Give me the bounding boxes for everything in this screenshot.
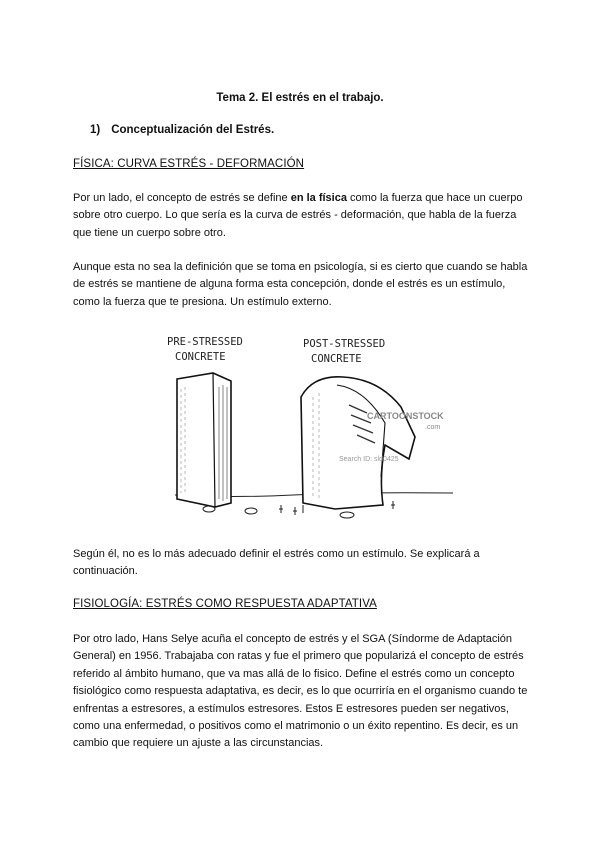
p3-text: Según él, no es lo más adecuado definir el estrés como un estímulo. Se explicará a continuación. xyxy=(73,548,480,578)
fisica-paragraph-1 xyxy=(73,190,533,242)
fisica-heading: FÍSICA: CURVA ESTRÉS - DEFORMACIÓN xyxy=(73,158,305,170)
fisiologia-heading: FISIOLOGÍA: ESTRÉS COMO RESPUESTA ADAPTATIVA xyxy=(73,598,377,610)
fisica-p1-text: Por un lado, el concepto de estrés se define xyxy=(73,192,291,204)
section-title: Conceptualización del Estrés. xyxy=(111,124,275,136)
p4-text: Por otro lado, Hans Selye acuña el concepto de estrés y el SGA (Síndorme de Adaptación General) en 1956. Trabajaba con ratas y fue el primero que popularizá el concepto de estrés referido al ámbito humano, que va mas allá de lo fisico. Define el estrés como un concepto fisiológico como respuesta adaptativa, es decir, es lo que ocurriría en el organismo cuando te enfrentas a estresores, a estímulos estresores. Estos E estresores pueden ser negativos, como una enfermedad, o positivos como el matrimonio o un éxito repentino. Es decir, es un cambio que requiere un ajuste a las circunstancias. xyxy=(73,633,528,750)
label-concrete-left: CONCRETE xyxy=(175,351,226,363)
section-number: 1) xyxy=(90,124,101,136)
pre-stressed-building xyxy=(177,373,231,507)
watermark-brand: CARTOONSTOCK xyxy=(367,411,444,421)
paragraph-3 xyxy=(73,546,533,581)
section-heading xyxy=(90,124,274,136)
fisiologia-paragraph xyxy=(73,631,533,753)
label-post-stressed: POST-STRESSED xyxy=(303,338,386,350)
label-pre-stressed: PRE-STRESSED xyxy=(167,336,243,348)
fisica-p1-text-end: como la fuerza que hace un cuerpo sobre otro cuerpo. Lo que sería es la curva de estrés - deformación, que habla de la fuerza que tiene un cuerpo sobre otro. xyxy=(73,192,523,239)
page-title: Tema 2. El estrés en el trabajo. xyxy=(216,92,384,104)
watermark-search-id: Search ID: sld0425 xyxy=(339,456,399,463)
stressed-concrete-cartoon xyxy=(153,327,467,524)
fisica-p1-bold: en la física xyxy=(290,192,347,204)
watermark-domain: .com xyxy=(425,424,441,431)
label-concrete-right: CONCRETE xyxy=(311,353,362,365)
fisica-p2-text: Aunque esta no sea la definición que se toma en psicología, si es cierto que cuando se habla de estrés se mantiene de alguna forma esta concepción, donde el estrés es un estímulo, como la fuerza que te presiona. Un estímulo externo. xyxy=(73,261,528,308)
fisica-paragraph-2 xyxy=(73,259,533,311)
